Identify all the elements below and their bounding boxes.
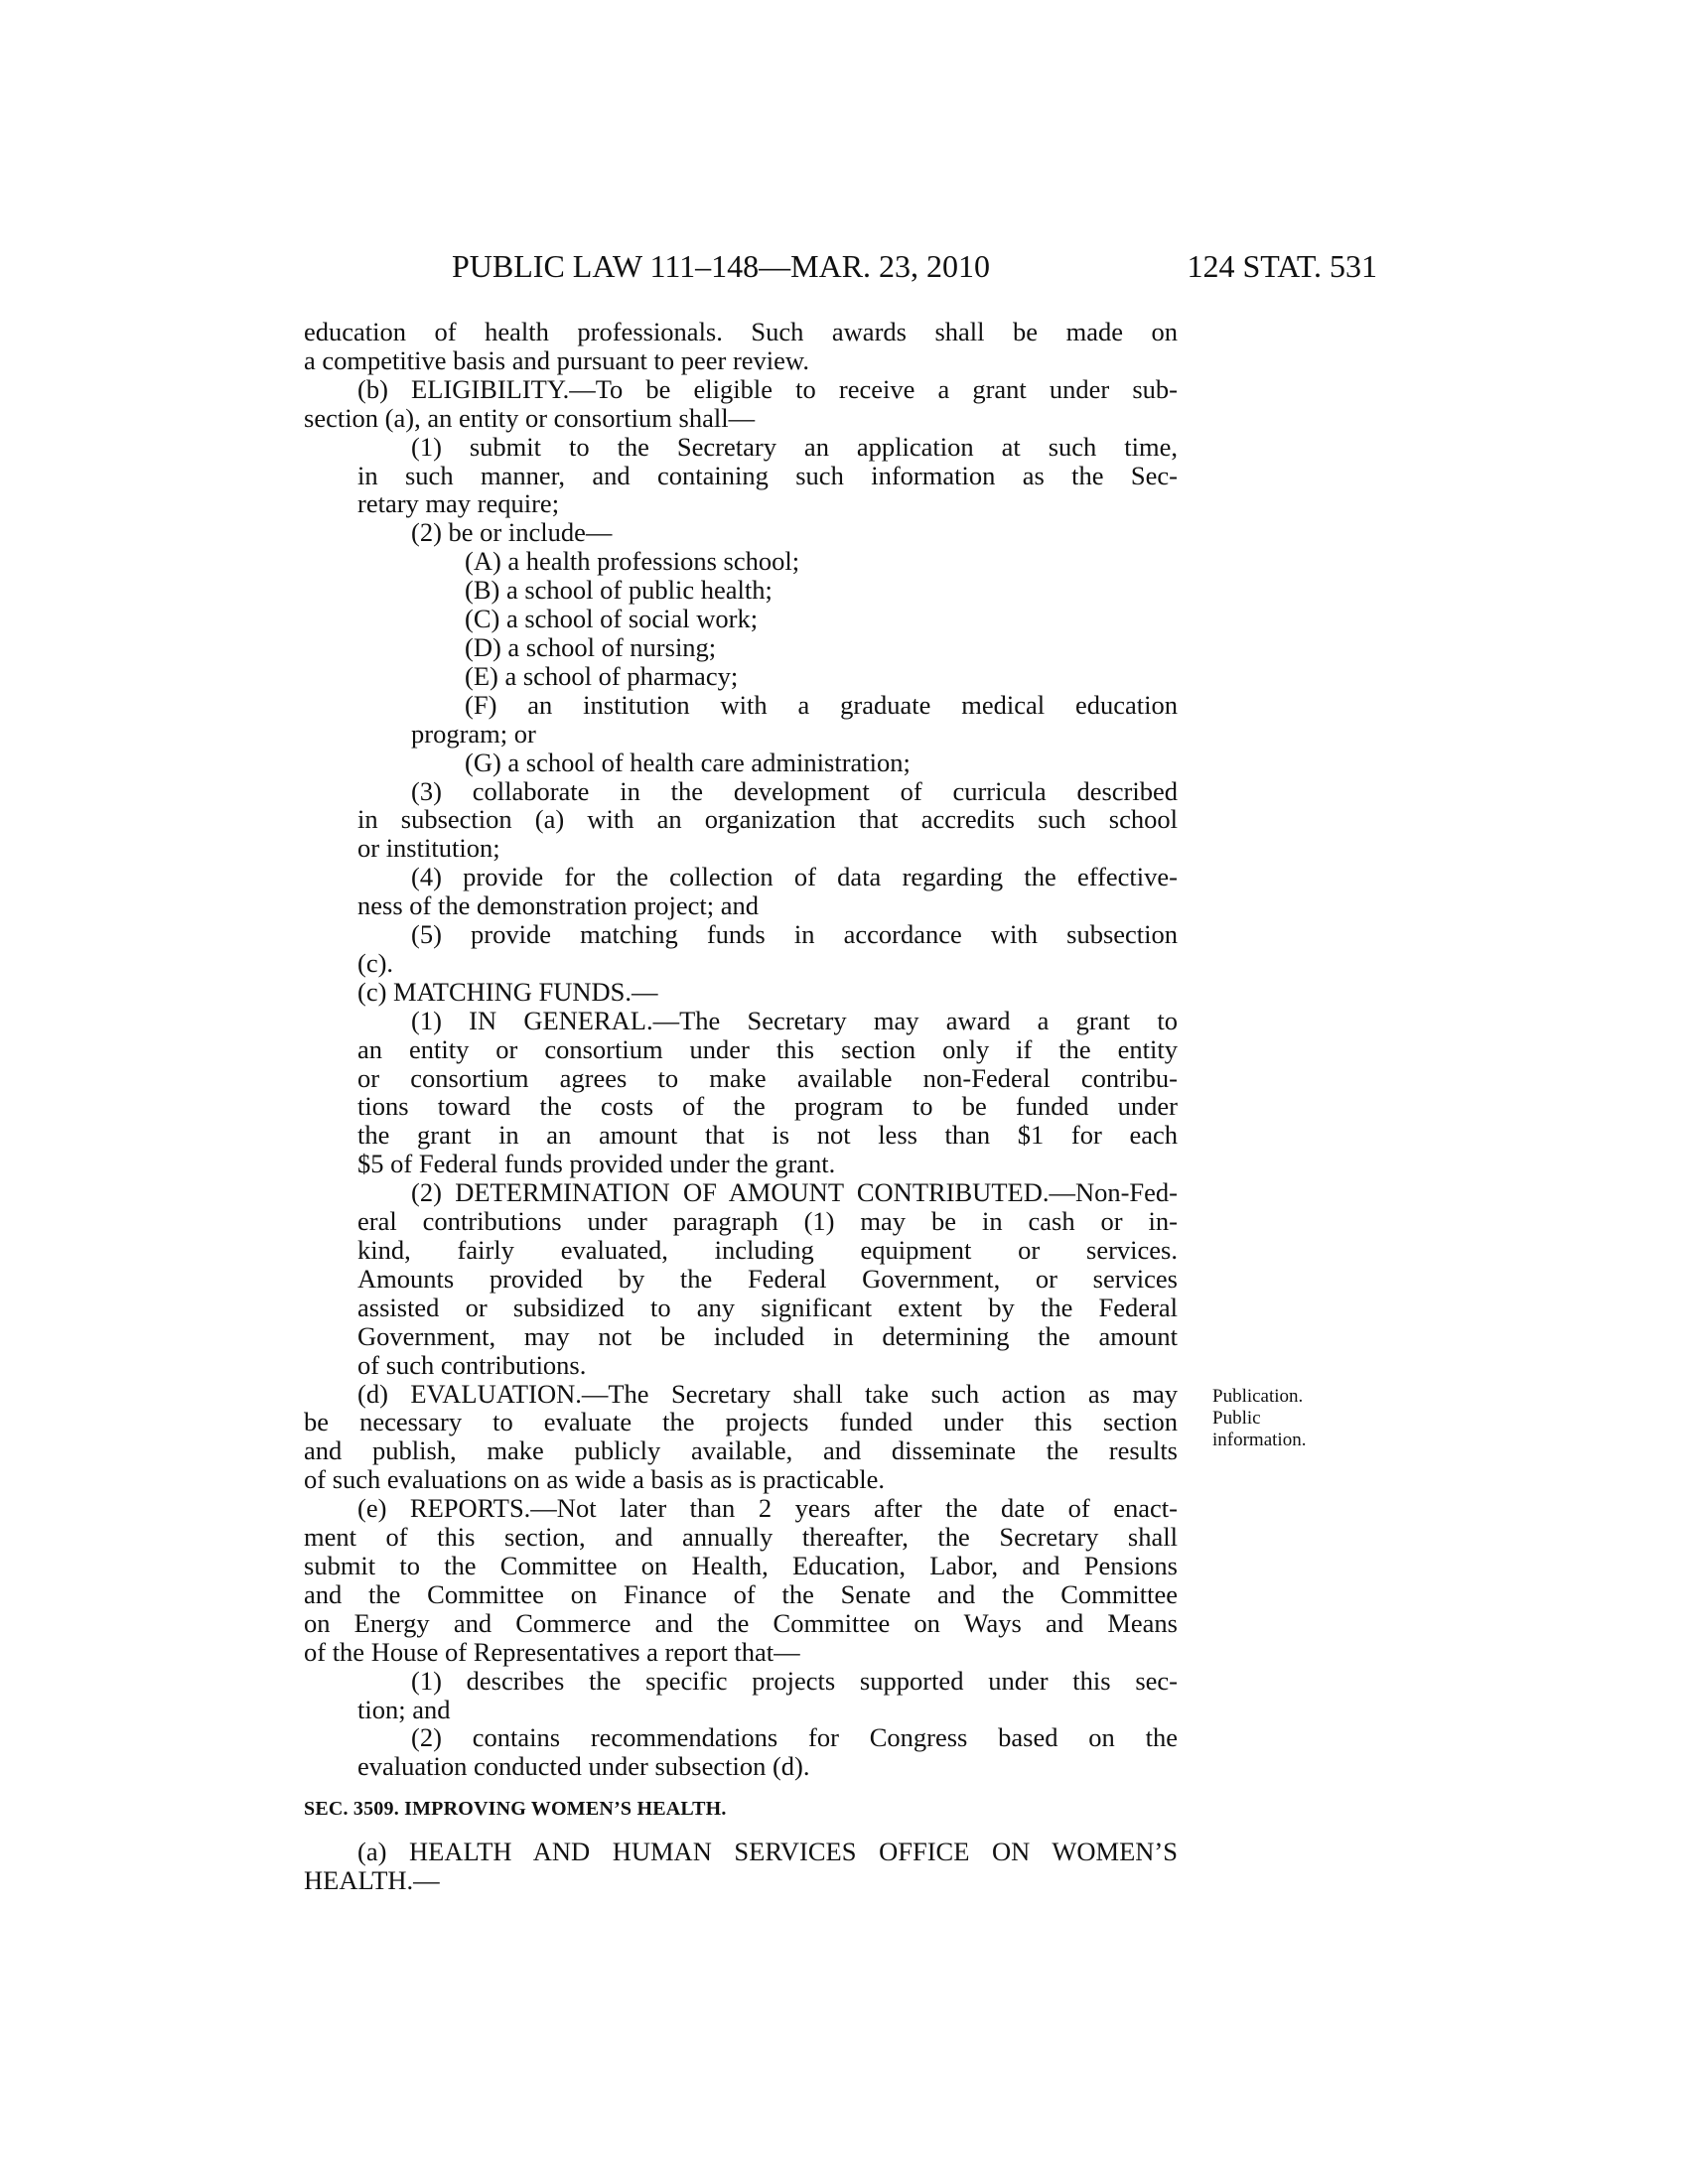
text-line: an entity or consortium under this section only if the entity [357,1033,1178,1064]
section-gap [304,1781,1178,1795]
text-line: (A) a health professions school; [465,546,800,577]
text-line: ness of the demonstration project; and [357,890,760,921]
text-line: (D) a school of nursing; [465,631,717,662]
text-line: (5) provide matching funds in accordance with subsection [411,919,1178,950]
text-line: (4) provide for the collection of data regarding the effective- [411,862,1178,892]
text-line: the grant in an amount that is not less than $1 for each [357,1120,1178,1151]
text-line: (e) REPORTS.—Not later than 2 years after the date of enact- [357,1493,1178,1524]
margin-note-line: information. [1212,1430,1307,1450]
text-line: of such contributions. [357,1349,587,1380]
text-line: and publish, make publicly available, and disseminate the results [304,1435,1178,1466]
text-line: be necessary to evaluate the projects funded under this section [304,1407,1178,1437]
text-line: or consortium agrees to make available non-Federal contribu- [357,1062,1178,1093]
text-line: (2) contains recommendations for Congress based on the [411,1722,1178,1753]
text-line: (1) describes the specific projects supported under this sec- [411,1665,1178,1696]
statute-page-number: 124 STAT. 531 [1187,248,1377,284]
text-line: in such manner, and containing such information as the Sec- [357,460,1178,490]
text-line: (1) IN GENERAL.—The Secretary may award a grant to [411,1005,1178,1035]
margin-note [1212,1386,1351,1451]
text-line: tions toward the costs of the program to be funded under [357,1091,1178,1122]
text-line: (c) MATCHING FUNDS.— [357,976,658,1007]
text-line: evaluation conducted under subsection (d). [357,1751,810,1782]
text-line: and the Committee on Finance of the Senate and the Committee [304,1578,1178,1609]
text-line: on Energy and Commerce and the Committee on Ways and Means [304,1607,1178,1638]
text-line: kind, fairly evaluated, including equipment or services. [357,1235,1178,1265]
text-line: (E) a school of pharmacy; [465,660,739,691]
text-line: program; or [411,718,536,749]
text-line: (B) a school of public health; [465,575,773,606]
text-line: (d) EVALUATION.—The Secretary shall take such action as may [357,1378,1178,1409]
margin-note-line: Publication. [1212,1386,1304,1407]
text-line: (3) collaborate in the development of curricula described [411,775,1178,806]
text-line: (2) be or include— [411,517,613,548]
text-line: (2) DETERMINATION OF AMOUNT CONTRIBUTED.—Non-Fed- [411,1177,1178,1208]
text-line: (C) a school of social work; [465,604,759,634]
document-body [304,318,1178,1895]
text-line: ment of this section, and annually thereafter, the Secretary shall [304,1522,1178,1553]
margin-note-line: Public [1212,1408,1261,1429]
text-line: of the House of Representatives a report that— [304,1636,800,1667]
text-line: submit to the Committee on Health, Education, Labor, and Pensions [304,1550,1178,1580]
text-line: (F) an institution with a graduate medical education [465,689,1178,720]
text-line: education of health professionals. Such awards shall be made on [304,317,1178,346]
text-line: (G) a school of health care administration; [465,747,911,777]
text-line: of such evaluations on as wide a basis as is practicable. [304,1464,886,1495]
text-line: Amounts provided by the Federal Government, or services [357,1263,1178,1294]
text-line: (a) HEALTH AND HUMAN SERVICES OFFICE ON WOMEN’S [357,1837,1178,1867]
text-line: retary may require; [357,488,560,519]
page-header [452,248,1377,288]
text-line: Government, may not be included in determining the amount [357,1320,1178,1351]
text-line: $5 of Federal funds provided under the grant. [357,1149,836,1179]
text-line: (c). [357,947,394,978]
running-head-title: PUBLIC LAW 111–148—MAR. 23, 2010 [452,248,991,284]
text-line: eral contributions under paragraph (1) may be in cash or in- [357,1206,1178,1237]
text-line: HEALTH.— [304,1865,440,1896]
text-line: section (a), an entity or consortium shall— [304,402,756,433]
text-line: in subsection (a) with an organization that accredits such school [357,804,1178,835]
section-heading: SEC. 3509. IMPROVING WOMEN’S HEALTH. [304,1798,727,1821]
text-line: a competitive basis and pursuant to peer review. [304,344,809,375]
section-gap [304,1824,1178,1838]
text-line: (b) ELIGIBILITY.—To be eligible to receive a grant under sub- [357,373,1178,404]
text-line: or institution; [357,833,500,864]
text-line: assisted or subsidized to any significant extent by the Federal [357,1292,1178,1322]
text-line: (1) submit to the Secretary an application at such time, [411,431,1178,462]
text-line: tion; and [357,1694,451,1724]
